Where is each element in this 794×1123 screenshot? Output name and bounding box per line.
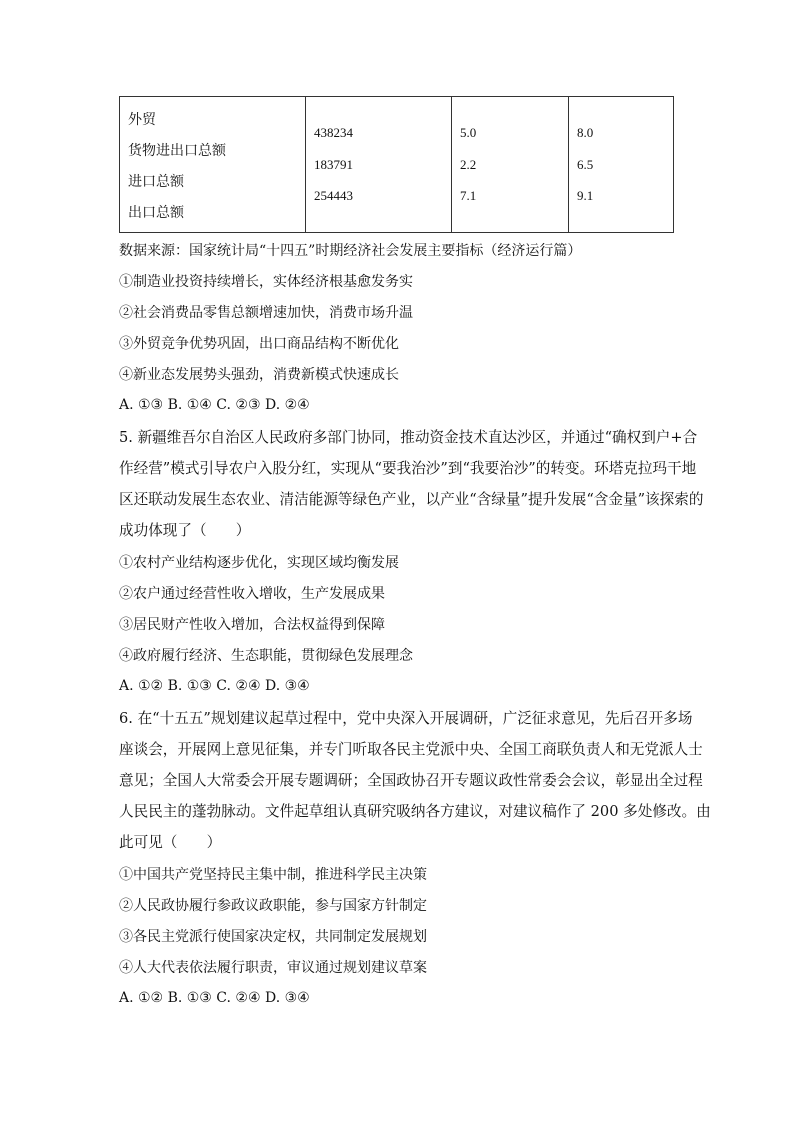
table-cell: 外贸 xyxy=(128,112,156,128)
table-cell: 7.1 xyxy=(460,188,477,203)
q6-stem xyxy=(119,703,711,858)
table-col-indicator xyxy=(120,97,306,232)
q4-option-4: ④新业态发展势头强劲，消费新模式快速成长 xyxy=(119,367,399,383)
table-cell: 5.0 xyxy=(460,125,477,140)
q5-stem xyxy=(119,422,704,546)
q5-stem-line: 作经营”模式引导农户入股分红，实现从“要我治沙”到“我要治沙”的转变。环塔克拉玛干地 xyxy=(119,460,697,477)
q5-answers: A. ①② B. ①③ C. ②④ D. ③④ xyxy=(119,678,310,694)
q5-option-1: ①农村产业结构逐步优化，实现区域均衡发展 xyxy=(119,555,399,571)
table-cell: 出口总额 xyxy=(128,205,184,221)
q5-option-3: ③居民财产性收入增加，合法权益得到保障 xyxy=(119,617,385,633)
table-col-amount xyxy=(306,97,452,232)
q5-stem-line: 5. 新疆维吾尔自治区人民政府多部门协同，推动资金技术直达沙区，并通过“确权到户+合 xyxy=(119,429,698,446)
q6-stem-line: 此可见（ ） xyxy=(119,834,222,851)
q6-option-2: ②人民政协履行参政议政职能，参与国家方针制定 xyxy=(119,898,427,914)
table-cell: 货物进出口总额 xyxy=(128,143,226,159)
table-cell: 进口总额 xyxy=(128,174,184,190)
table-cell: 9.1 xyxy=(577,188,594,203)
table-cell: 8.0 xyxy=(577,125,594,140)
q5-option-2: ②农户通过经营性收入增收，生产发展成果 xyxy=(119,586,385,602)
q5-option-4: ④政府履行经济、生态职能，贯彻绿色发展理念 xyxy=(119,648,413,664)
trade-table xyxy=(119,96,674,233)
q6-stem-line: 人民民主的蓬勃脉动。文件起草组认真研究吸纳各方建议，对建议稿作了 200 多处修改。由 xyxy=(119,803,711,820)
q5-stem-line: 成功体现了（ ） xyxy=(119,522,251,539)
table-cell: 183791 xyxy=(314,157,353,172)
q6-option-4: ④人大代表依法履行职责，审议通过规划建议草案 xyxy=(119,960,427,976)
q4-option-3: ③外贸竞争优势巩固，出口商品结构不断优化 xyxy=(119,336,399,352)
q4-option-2: ②社会消费品零售总额增速加快，消费市场升温 xyxy=(119,305,413,321)
q4-answers: A. ①③ B. ①④ C. ②③ D. ②④ xyxy=(119,397,310,413)
q4-option-1: ①制造业投资持续增长，实体经济根基愈发务实 xyxy=(119,274,413,290)
q5-stem-line: 区还联动发展生态农业、清洁能源等绿色产业，以产业“含绿量”提升发展“含金量”该探索的 xyxy=(119,491,704,508)
q6-stem-line: 意见；全国人大常委会开展专题调研；全国政协召开专题议政性常委会会议，彰显出全过程 xyxy=(119,772,703,789)
table-cell: 6.5 xyxy=(577,157,594,172)
q6-stem-line: 6. 在“十五五”规划建议起草过程中，党中央深入开展调研，广泛征求意见，先后召开多场 xyxy=(119,710,693,727)
data-source: 数据来源：国家统计局“十四五”时期经济社会发展主要指标（经济运行篇） xyxy=(119,243,582,259)
q6-answers: A. ①② B. ①③ C. ②④ D. ③④ xyxy=(119,990,310,1006)
table-cell: 254443 xyxy=(314,188,353,203)
q6-option-3: ③各民主党派行使国家决定权，共同制定发展规划 xyxy=(119,929,427,945)
table-cell: 2.2 xyxy=(460,157,477,172)
table-col-rate2 xyxy=(569,97,673,232)
table-col-rate1 xyxy=(452,97,569,232)
q6-option-1: ①中国共产党坚持民主集中制，推进科学民主决策 xyxy=(119,867,427,883)
q6-stem-line: 座谈会，开展网上意见征集，并专门听取各民主党派中央、全国工商联负责人和无党派人士 xyxy=(119,741,703,758)
table-cell: 438234 xyxy=(314,125,353,140)
